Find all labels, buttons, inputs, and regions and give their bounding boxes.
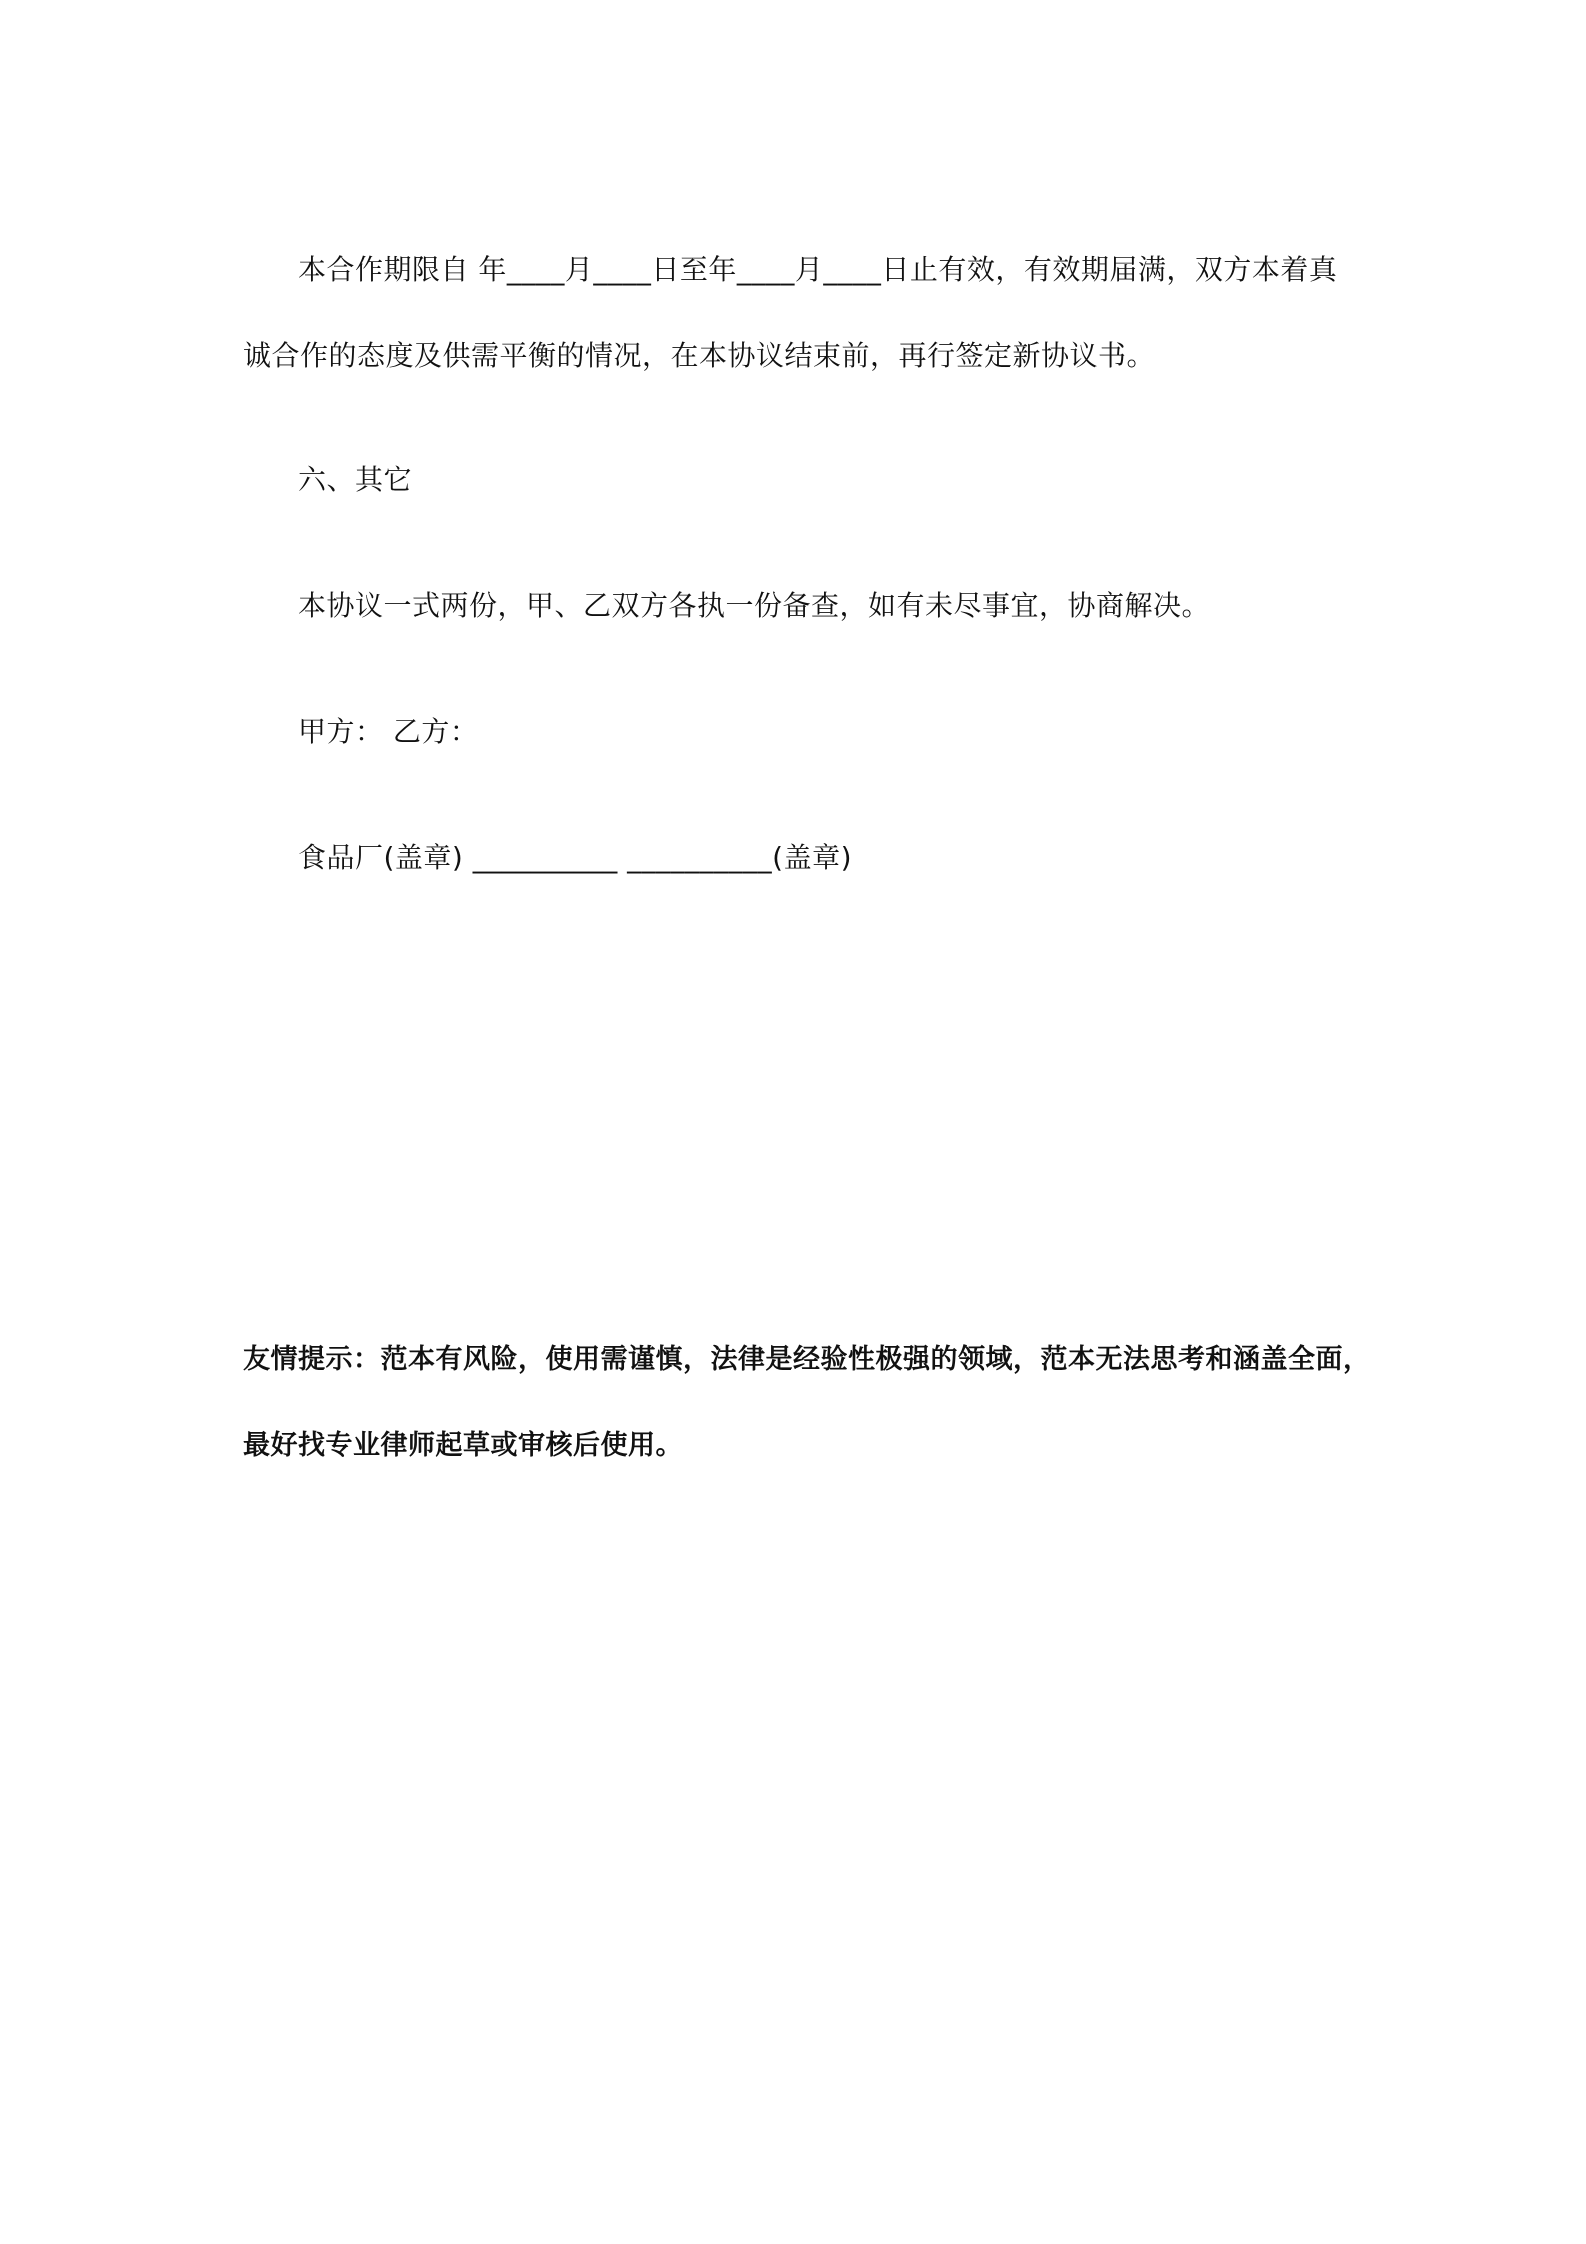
copies-clause: 本协议一式两份，甲、乙双方各执一份备查，如有未尽事宜，协商解决。 [298,589,1211,622]
notice-line-2: 最好找专业律师起草或审核后使用。 [243,1430,683,1461]
signature-line: 食品厂(盖章) __________ __________(盖章) [298,841,852,874]
term-paragraph-line-2: 诚合作的态度及供需平衡的情况，在本协议结束前，再行签定新协议书。 [243,339,1156,372]
section-six-heading: 六、其它 [298,463,413,496]
notice-line-1: 友情提示：范本有风险，使用需谨慎，法律是经验性极强的领域，范本无法思考和涵盖全面， [243,1344,1371,1375]
parties-line: 甲方： 乙方： [298,715,479,748]
term-paragraph-line-1: 本合作期限自 年____月____日至年____月____日止有效，有效期届满，双方本着真 [298,253,1338,286]
